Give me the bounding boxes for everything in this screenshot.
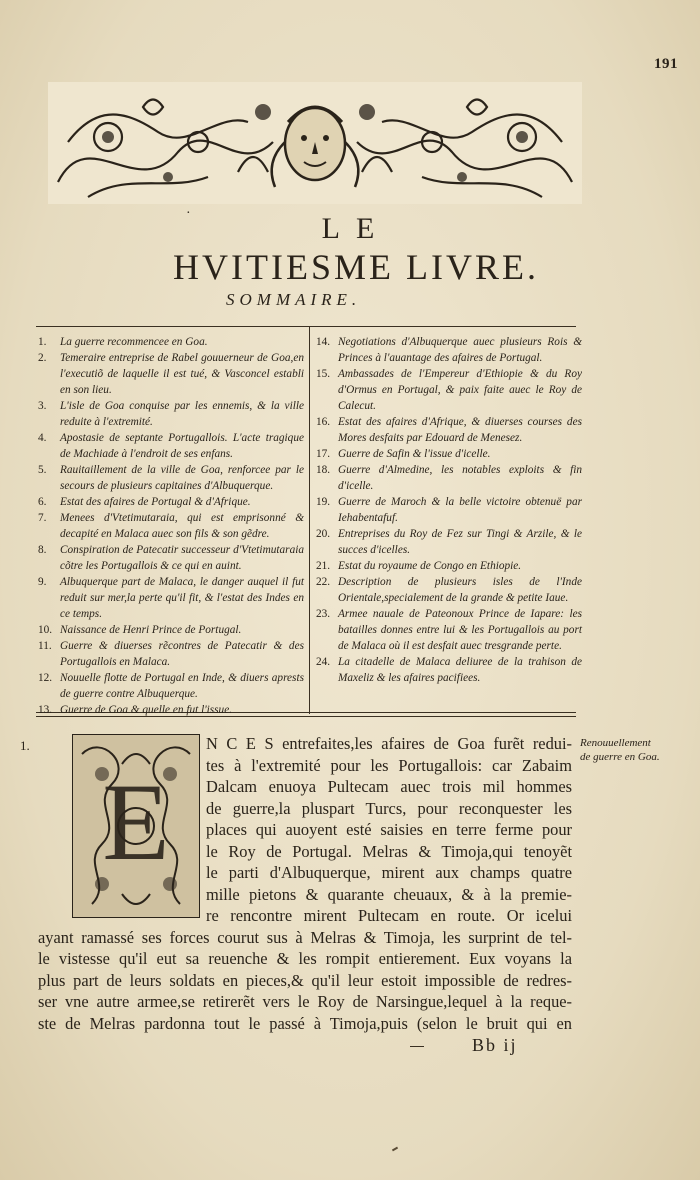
summary-item: 3. L'isle de Goa conquise par les ennemis, & la ville reduite à l'extremité.: [38, 400, 304, 428]
svg-text:E: E: [102, 761, 170, 883]
summary-item: 20. Entreprises du Roy de Fez sur Tingi & Arzile, & le succes d'icelles.: [316, 528, 582, 556]
body-line: le vistesse qu'il eut sa reuenche & les rompit entierement. Eux voyans la: [38, 949, 572, 968]
ornamental-headpiece: [48, 82, 582, 204]
catchword-dash: [410, 1046, 424, 1047]
summary-item: 7. Menees d'Vtetimutaraia, qui est emprisonné & decapité en Malaca auec son fils & son gẽdre.: [38, 512, 304, 540]
summary-item: 10. Naissance de Henri Prince de Portugal.: [38, 624, 242, 636]
summary-item: 15. Ambassades de l'Empereur d'Ethiopie & du Roy d'Ormus en Portugal, & paix faite auec le Roy de Calecut.: [316, 368, 582, 412]
summary-item: 1. La guerre recommencee en Goa.: [38, 336, 208, 348]
summary-item: 11. Guerre & diuerses rẽcontres de Patecatir & des Portugallois en Malaca.: [38, 640, 304, 668]
summary-item: 24. La citadelle de Malaca deliuree de la trahison de Maxeliz & les afaires pacifiees.: [316, 656, 582, 684]
summary-item: 16. Estat des afaires d'Afrique, & diuerses courses des Mores desfaits par Edouard de Menesez.: [316, 416, 582, 444]
summary-item: 23. Armee nauale de Pateonoux Prince de Iapare: les batailles donnes entre lui & les Portugallois au port de Malaca où il est desfait auec tresgrande perte.: [316, 608, 582, 652]
body-line: mille pietons & quarante cheuaux, & à la premie-: [206, 884, 572, 904]
book-title-line2: HVITIESME LIVRE.: [173, 247, 539, 287]
body-line: ste de Melras pardonna tout le passé à Timoja,puis (selon le bruit qui en: [38, 1013, 572, 1033]
summary-item: 5. Rauitaillement de la ville de Goa, renforcee par le secours de plusieurs capitaines d'Albuquerque.: [38, 464, 304, 492]
summary-column-divider: [309, 326, 310, 714]
body-line: re rencontre mirent Pultecam en route. Or icelui: [206, 906, 572, 925]
paper-speck: [392, 1147, 398, 1152]
body-line: plus part de leurs soldats en pieces,& qu'il leur estoit impossible de redres-: [38, 970, 572, 990]
summary-right-column: [316, 334, 582, 686]
summary-item: 18. Guerre d'Almedine, les notables exploits & fin d'icelle.: [316, 464, 582, 492]
summary-left-column: [38, 334, 304, 718]
page-number: 191: [654, 56, 678, 72]
summary-top-rule: [36, 326, 576, 327]
margin-note: Renouuellement de guerre en Goa.: [580, 737, 660, 763]
summary-item: 19. Guerre de Maroch & la belle victoire obtenuë par Iehabentafuf.: [316, 496, 582, 524]
summary-item: 12. Nouuelle flotte de Portugal en Inde, & diuers aprests de guerre contre Albuquerque.: [38, 672, 304, 700]
summary-item: 14. Negotiations d'Albuquerque auec plusieurs Rois & Princes à l'auantage des afaires de Portugal.: [316, 336, 582, 364]
summary-item: 9. Albuquerque part de Malaca, le danger auquel il fut reduit sur mer,la perte qu'il fit, & l'estat des Indes en ce temps.: [38, 576, 304, 620]
body-line: N C E S entrefaites,les afaires de Goa furẽt redui-: [206, 734, 572, 753]
body-line: places qui auoyent esté saisies en terre ferme pour: [206, 820, 572, 839]
section-number: 1.: [20, 738, 30, 753]
summary-item: 21. Estat du royaume de Congo en Ethiopie.: [316, 560, 522, 572]
body-line: Dalcam enuoya Pultecam auec trois mil hommes: [206, 777, 572, 796]
body-line: le parti d'Albuquerque, mirent aux champs quatre: [206, 863, 572, 882]
book-title-line1: LE: [321, 212, 391, 245]
summary-item: 17. Guerre de Safin & l'issue d'icelle.: [316, 448, 491, 460]
summary-item: 2. Temeraire entreprise de Rabel gouuerneur de Goa,en l'executiõ de laquelle il est tué, & Vasconcel establi en son lieu.: [38, 352, 304, 396]
title-mark: ·: [186, 206, 191, 221]
body-line: ser vne autre armee,se retirerẽt vers le Roy de Narsingue,lequel à la reque-: [38, 992, 572, 1011]
summary-item: 13. Guerre de Goa & quelle en fut l'issue.: [38, 704, 233, 716]
body-line: le Roy de Portugal. Melras & Timoja,qui tenoyẽt: [206, 841, 572, 861]
decorated-initial-e: [72, 734, 200, 918]
sommaire-heading: SOMMAIRE.: [226, 290, 362, 309]
summary-item: 22. Description de plusieurs isles de l'Inde Orientale,specialement de la grande & petite Iaue.: [316, 576, 582, 604]
body-line: tes à l'extremité pour les Portugallois: car Zabaim: [206, 755, 572, 775]
summary-item: 4. Apostasie de septante Portugallois. L'acte tragique de Machiade à l'endroit de ses enfans.: [38, 432, 304, 460]
summary-item: 8. Conspiration de Patecatir successeur d'Vtetimutaraia cõtre les Portugallois & ce qui en auint.: [38, 544, 304, 572]
summary-item: 6. Estat des afaires de Portugal & d'Afrique.: [38, 496, 251, 508]
signature-mark: Bb ij: [472, 1035, 518, 1055]
body-line: ayant ramassé ses forces courut sus à Melras & Timoja, les surprint de tel-: [38, 927, 572, 947]
body-line: de guerre,la pluspart Turcs, pour reconquester les: [206, 798, 572, 818]
